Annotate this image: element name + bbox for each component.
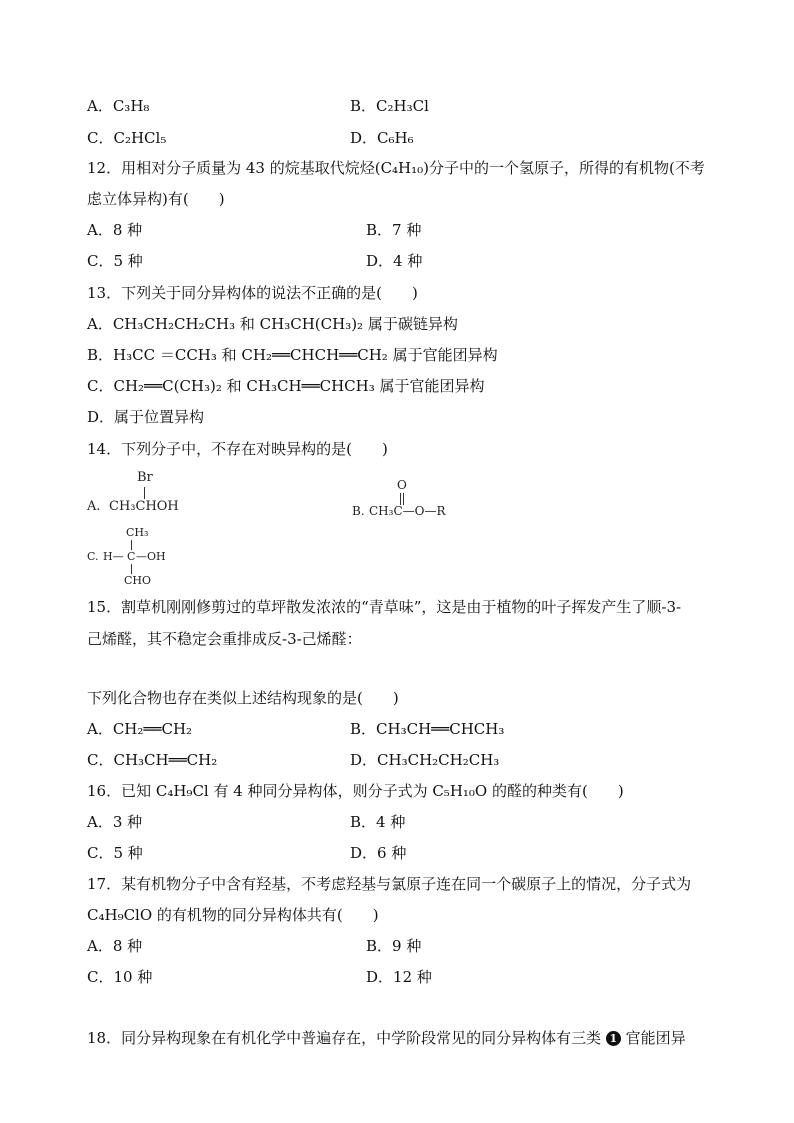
q16-option-c: C．5 种 bbox=[87, 844, 143, 862]
q12-option-a: A．8 种 bbox=[87, 221, 143, 239]
q14-structure-c bbox=[87, 526, 207, 590]
q16-option-a: A．3 种 bbox=[87, 813, 143, 831]
q14-b-formula: CH₃C—O—R bbox=[369, 504, 446, 518]
circled-number-1-icon: 1 bbox=[606, 1031, 621, 1046]
q15-option-c: C．CH₃CH══CH₂ bbox=[87, 751, 218, 769]
q18-stem-text: 18．同分异构现象在有机化学中普遍存在，中学阶段常见的同分异构体有三类 bbox=[87, 1029, 602, 1047]
q14-c-option-label: C. bbox=[87, 550, 99, 563]
q11-option-b: B．C₂H₃Cl bbox=[350, 97, 429, 115]
q11-option-a: A．C₃H₈ bbox=[87, 97, 150, 115]
q15-stem-line2: 己烯醛，其不稳定会重排成反-3-己烯醛： bbox=[87, 630, 362, 648]
q16-stem: 16．已知 C₄H₉Cl 有 4 种同分异构体，则分子式为 C₅H₁₀O 的醛的种类有( ) bbox=[87, 782, 624, 800]
q14-c-cho-label: CHO bbox=[124, 574, 152, 587]
q13-option-a: A．CH₃CH₂CH₂CH₃ 和 CH₃CH(CH₃)₂ 属于碳链异构 bbox=[87, 315, 458, 333]
q12-option-c: C．5 种 bbox=[87, 252, 143, 270]
q15-stem-line1: 15．割草机刚刚修剪过的草坪散发浓浓的“青草味”，这是由于植物的叶子挥发产生了顺-3- bbox=[87, 598, 682, 616]
q14-a-br-label: Br bbox=[137, 470, 153, 485]
q13-option-c: C．CH₂══C(CH₃)₂ 和 CH₃CH══CHCH₃ 属于官能团异构 bbox=[87, 377, 485, 395]
q17-option-d: D．12 种 bbox=[366, 968, 432, 986]
q13-option-b: B．H₃CC ＝CCH₃ 和 CH₂══CHCH══CH₂ 属于官能团异构 bbox=[87, 346, 498, 364]
q14-c-oh-label: —OH bbox=[136, 550, 166, 563]
q14-c-bond-bottom bbox=[131, 564, 132, 574]
q14-b-option-label: B. bbox=[352, 504, 365, 518]
q15-option-b: B．CH₃CH══CHCH₃ bbox=[350, 720, 505, 738]
q11-option-d: D．C₆H₆ bbox=[350, 129, 414, 147]
q14-c-center-label: C bbox=[127, 550, 136, 563]
q18-stem-text-post: 官能团异 bbox=[625, 1029, 686, 1047]
q11-option-c: C．C₂HCl₅ bbox=[87, 129, 167, 147]
q12-option-d: D．4 种 bbox=[366, 252, 423, 270]
q14-a-option-label: A. bbox=[87, 499, 101, 514]
q14-c-bond-top bbox=[131, 540, 132, 550]
q13-stem: 13．下列关于同分异构体的说法不正确的是( ) bbox=[87, 284, 418, 302]
q14-structure-a bbox=[87, 470, 207, 520]
q14-c-ch3-label: CH₃ bbox=[126, 526, 149, 539]
q12-stem-line1: 12．用相对分子质量为 43 的烷基取代烷烃(C₄H₁₀)分子中的一个氢原子，所得的有机物(不考 bbox=[87, 159, 705, 177]
q14-structure-b bbox=[352, 478, 472, 523]
q17-option-c: C．10 种 bbox=[87, 968, 153, 986]
q15-stem-line3: 下列化合物也存在类似上述结构现象的是( ) bbox=[87, 689, 399, 707]
q16-option-b: B．4 种 bbox=[350, 813, 406, 831]
q12-option-b: B．7 种 bbox=[366, 221, 422, 239]
q17-stem-line2: C₄H₉ClO 的有机物的同分异构体共有( ) bbox=[87, 906, 379, 924]
q17-option-a: A．8 种 bbox=[87, 937, 143, 955]
q16-option-d: D．6 种 bbox=[350, 844, 407, 862]
q17-stem-line1: 17．某有机物分子中含有羟基，不考虑羟基与氯原子连在同一个碳原子上的情况，分子式为 bbox=[87, 875, 692, 893]
q17-option-b: B．9 种 bbox=[366, 937, 422, 955]
q15-option-d: D．CH₃CH₂CH₂CH₃ bbox=[350, 751, 500, 769]
q18-stem-line1 bbox=[87, 1028, 686, 1048]
q14-a-formula: CH₃CHOH bbox=[109, 499, 179, 514]
q13-option-d: D．属于位置异构 bbox=[87, 408, 205, 426]
q14-stem: 14．下列分子中，不存在对映异构的是( ) bbox=[87, 440, 388, 458]
q14-c-h-label: H— bbox=[103, 550, 124, 563]
q14-a-bond bbox=[144, 487, 145, 499]
q15-option-a: A．CH₂══CH₂ bbox=[87, 720, 193, 738]
q14-b-o-label: O bbox=[397, 478, 407, 492]
q12-stem-line2: 虑立体异构)有( ) bbox=[87, 190, 225, 208]
